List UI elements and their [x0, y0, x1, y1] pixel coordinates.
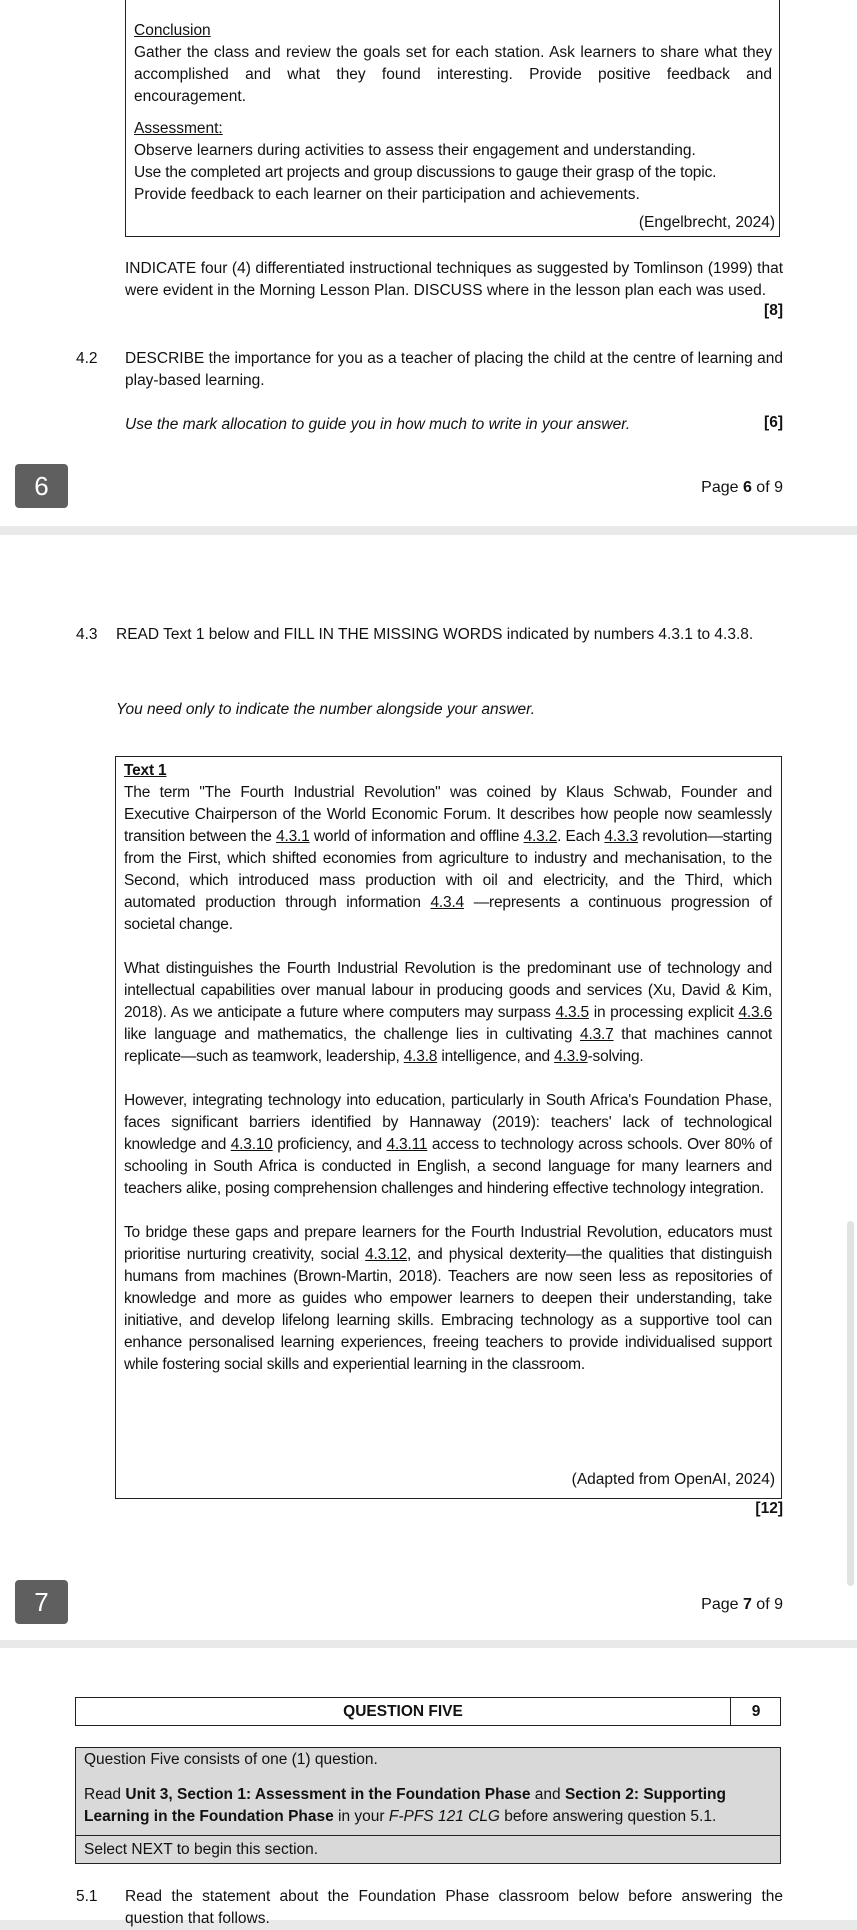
question-4-2-note: Use the mark allocation to guide you in how much to write in your answer.: [125, 416, 631, 433]
info-read-c: and: [530, 1786, 565, 1803]
p1-e: revolution—starting from the First, which shifted economies from agriculture to industry and mechanisation, to the Second, which introduced mass production with oil and electricity, and the Third, which automated production through information: [124, 828, 772, 911]
blank-4-3-8: 4.3.8: [403, 1048, 438, 1065]
question-five-header: [75, 1697, 781, 1726]
question-5-1-number: 5.1: [76, 1888, 98, 1905]
p1-a: The term "The Fourth Industrial Revolution" was coined by Klaus Schwab, Founder and Executive Chairperson of the World Economic Forum. It describes how people now seamlessly transition between the: [124, 784, 772, 845]
p4-a: To bridge these gaps and prepare learners for the Fourth Industrial Revolution, educators must prioritise nurturing creativity, social: [124, 1224, 772, 1263]
info-unit-3-section-1: Unit 3, Section 1: Assessment in the Foundation Phase: [125, 1786, 531, 1803]
p3-a: However, integrating technology into education, particularly in South Africa's Foundation Phase, faces significant barriers identified by Hannaway (2019): teachers' lack of technological knowledge and: [124, 1092, 772, 1153]
p2-f: intelligence, and: [437, 1048, 555, 1065]
info-read-e: in your: [333, 1808, 389, 1825]
p2-d: like language and mathematics, the challenge lies in cultivating: [124, 1026, 581, 1043]
info-divider: [76, 1835, 780, 1836]
p2-g: -solving.: [587, 1048, 644, 1065]
page-badge: 7: [15, 1580, 68, 1624]
question-five-title: QUESTION FIVE: [343, 1703, 463, 1720]
text-1-paragraph-2: [124, 958, 772, 1068]
text-1-citation: (Adapted from OpenAI, 2024): [571, 1471, 775, 1488]
conclusion-text: Gather the class and review the goals set for each station. Ask learners to share what they accomplished and what they found interesting. Provide positive feedback and encouragement.: [134, 44, 772, 105]
page-total: of 9: [751, 479, 783, 496]
assessment-section: [134, 118, 779, 206]
text-1-paragraph-4: [124, 1222, 772, 1376]
info-next-instruction: Select NEXT to begin this section.: [84, 1841, 319, 1858]
info-read-g: before answering question 5.1.: [500, 1808, 717, 1825]
question-five-info-box: [75, 1747, 781, 1864]
document-page-6: [0, 0, 857, 526]
question-4-1-text: INDICATE four (4) differentiated instructional techniques as suggested by Tomlinson (1999) that were evident in the Morning Lesson Plan. DISCUSS where in the lesson plan each was used.: [125, 260, 783, 299]
info-section-2: Section 2: Supporting Learning in the Foundation Phase: [84, 1786, 726, 1825]
page-number: [701, 479, 783, 497]
blank-4-3-10: 4.3.10: [230, 1136, 273, 1153]
page-scrollbar[interactable]: [847, 1221, 854, 1586]
conclusion-section: [134, 20, 772, 108]
text-1-box: [115, 756, 782, 1499]
current-page: 7: [742, 1596, 752, 1613]
p2-e: that machines cannot replicate—such as teamwork, leadership,: [124, 1026, 772, 1065]
lesson-plan-box: [125, 0, 780, 237]
info-read-a: Read: [84, 1786, 126, 1803]
box-citation: (Engelbrecht, 2024): [638, 214, 775, 231]
p1-d: . Each: [557, 828, 605, 845]
current-page: 6: [742, 479, 752, 496]
blank-4-3-3: 4.3.3: [604, 828, 638, 845]
text-1-paragraph-1: [124, 782, 772, 936]
p2-c: in processing explicit: [588, 1004, 739, 1021]
p3-c: proficiency, and: [272, 1136, 387, 1153]
assessment-heading: Assessment:: [134, 120, 223, 137]
assessment-line: Provide feedback to each learner on their participation and achievements.: [134, 186, 640, 203]
blank-4-3-4: 4.3.4: [430, 894, 464, 911]
page-label: Page: [701, 1596, 743, 1613]
document-page-8: [0, 1648, 857, 1927]
assessment-line: Use the completed art projects and group discussions to gauge their grasp of the topic.: [134, 164, 717, 181]
page-label: Page: [701, 479, 743, 496]
question-5-1-text: Read the statement about the Foundation Phase classroom below before answering the question that follows.: [125, 1888, 783, 1927]
question-4-3-text: READ Text 1 below and FILL IN THE MISSING WORDS indicated by numbers 4.3.1 to 4.3.8.: [116, 626, 754, 643]
document-page-7: [0, 535, 857, 1640]
info-line-1: Question Five consists of one (1) question.: [84, 1751, 378, 1768]
p3-d: access to technology across schools. Over 80% of schooling in South Africa is conducted in English, a second language for many learners and teachers alike, posing comprehension challenges and hindering effective technology integration.: [124, 1136, 772, 1197]
question-4-3-marks: [12]: [755, 1500, 783, 1517]
conclusion-heading: Conclusion: [134, 22, 211, 39]
text-1-paragraph-3: [124, 1090, 772, 1200]
question-4-3-number: 4.3: [76, 626, 98, 643]
blank-4-3-11: 4.3.11: [386, 1136, 428, 1153]
blank-4-3-6: 4.3.6: [738, 1004, 772, 1021]
p1-c: world of information and offline: [309, 828, 524, 845]
blank-4-3-9: 4.3.9: [554, 1048, 588, 1065]
question-4-3-note: You need only to indicate the number alongside your answer.: [116, 701, 536, 718]
question-4-2-text: DESCRIBE the importance for you as a teacher of placing the child at the centre of learning and play-based learning.: [125, 350, 783, 389]
question-4-2-marks: [6]: [764, 414, 783, 431]
p1-f: —represents a continuous progression of societal change.: [124, 894, 772, 933]
blank-4-3-12: 4.3.12: [365, 1246, 408, 1263]
text-1-body: [124, 760, 772, 1398]
info-clg-name: F-PFS 121 CLG: [388, 1808, 500, 1825]
blank-4-3-2: 4.3.2: [523, 828, 558, 845]
blank-4-3-7: 4.3.7: [580, 1026, 614, 1043]
assessment-line: Observe learners during activities to assess their engagement and understanding.: [134, 142, 696, 159]
page-number: [701, 1596, 783, 1614]
question-4-2-number: 4.2: [76, 350, 98, 367]
p4-c: , and physical dexterity—the qualities that distinguish humans from machines (Brown-Martin, 2018). Teachers are now seen less as repositories of knowledge and more as guides who empower learners to deepen their understanding, take initiative, and develop lifelong learning skills. Embracing technology as a supportive tool can enhance personalised learning experiences, freeing teachers to provide individualised support while fostering social skills and experiential learning in the classroom.: [124, 1246, 772, 1373]
question-4-1-marks: [8]: [764, 302, 783, 319]
blank-4-3-5: 4.3.5: [555, 1004, 589, 1021]
p2-a: What distinguishes the Fourth Industrial Revolution is the predominant use of technology and intellectual capabilities over manual labour in producing goods and services (Xu, David & Kim, 2018). As we anticipate a future where computers may surpass: [124, 960, 772, 1021]
page-total: of 9: [751, 1596, 783, 1613]
blank-4-3-1: 4.3.1: [276, 828, 310, 845]
info-read-instruction: [84, 1784, 774, 1828]
text-1-title: Text 1: [124, 762, 167, 779]
question-five-number: 9: [730, 1698, 781, 1725]
page-badge: 6: [15, 464, 68, 508]
